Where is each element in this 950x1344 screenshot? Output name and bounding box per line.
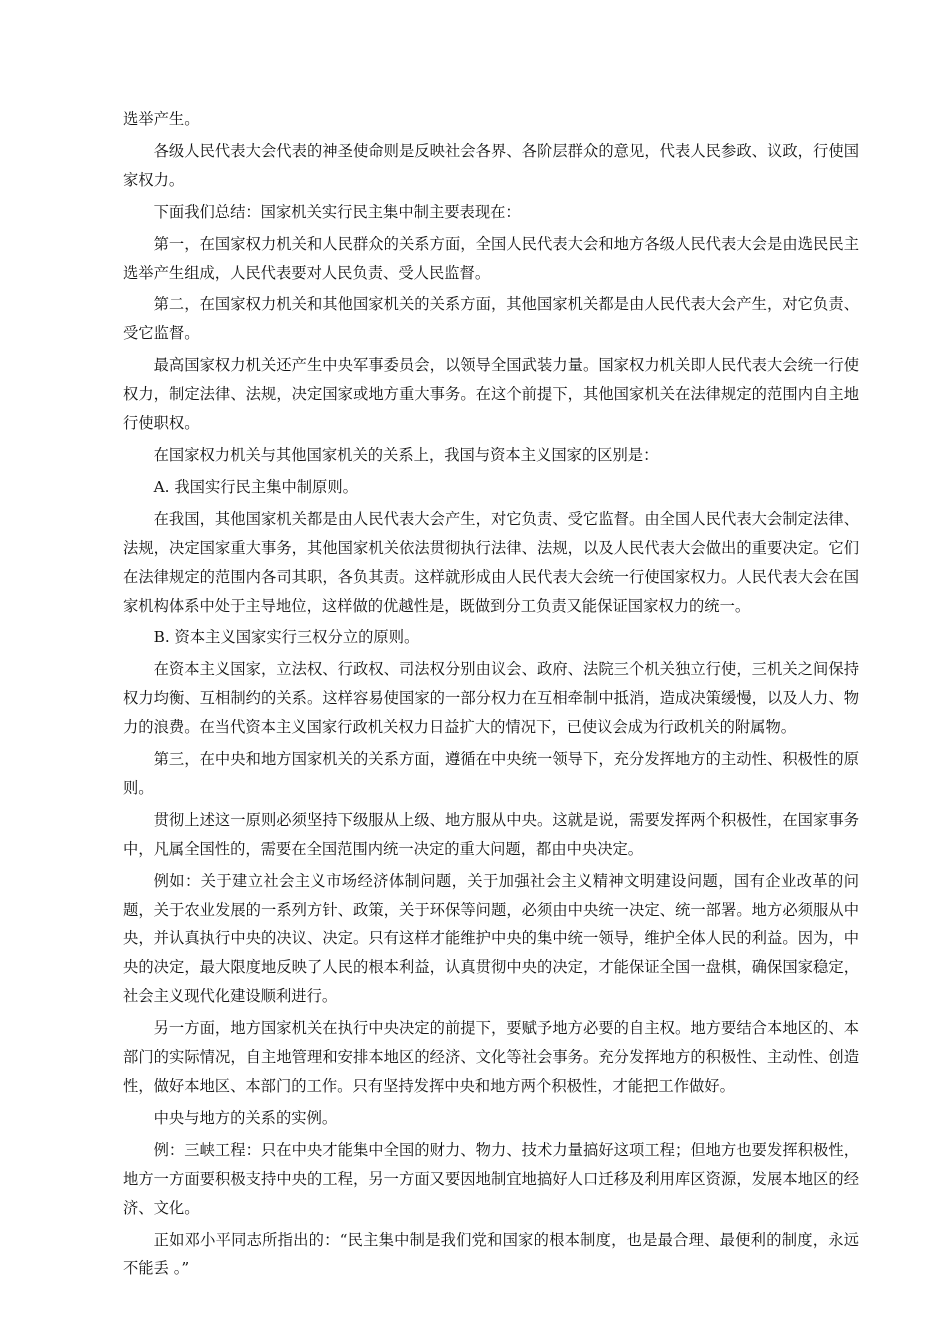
paragraph: 另一方面，地方国家机关在执行中央决定的前提下，要赋予地方必要的自主权。地方要结合本地区的、本部门的实际情况，自主地管理和安排本地区的经济、文化等社会事务。充分发挥地方的积极性、主动性、创造性，做好本地区、本部门的工作。只有坚持发挥中央和地方两个积极性，才能把工作做好。 [123,1019,859,1095]
paragraph: 正如邓小平同志所指出的：“民主集中制是我们党和国家的根本制度，也是最合理、最便利的制度，永远不能丢 。” [123,1230,859,1278]
document-page [123,105,859,1286]
paragraph: 中央与地方的关系的实例。 [153,1108,338,1127]
paragraph: 例：三峡工程：只在中央才能集中全国的财力、物力、技术力量搞好这项工程；但地方也要发挥积极性，地方一方面要积极支持中央的工程，另一方面又要因地制宜地搞好人口迁移及利用库区资源，发展本地区的经济、文化。 [123,1140,859,1217]
paragraph: 下面我们总结：国家机关实行民主集中制主要表现在： [153,202,521,221]
paragraph: 第三，在中央和地方国家机关的关系方面，遵循在中央统一领导下，充分发挥地方的主动性、积极性的原则。 [123,750,859,797]
paragraph: 选举产生。 [123,110,200,128]
paragraph: 最高国家权力机关还产生中央军事委员会，以领导全国武装力量。国家权力机关即人民代表大会统一行使权力，制定法律、法规，决定国家或地方重大事务。在这个前提下，其他国家机关在法律规定的范围内自主地行使职权。 [123,356,859,433]
paragraph: 在资本主义国家，立法权、行政权、司法权分别由议会、政府、法院三个机关独立行使，三机关之间保持权力均衡、互相制约的关系。这样容易使国家的一部分权力在互相牵制中抵消，造成决策缓慢，以及人力、物力的浪费。在当代资本主义国家行政机关权力日益扩大的情况下，已使议会成为行政机关的附属物。 [123,660,859,737]
paragraph: 在国家权力机关与其他国家机关的关系上，我国与资本主义国家的区别是： [153,445,659,464]
paragraph: 贯彻上述这一原则必须坚持下级服从上级、地方服从中央。这就是说，需要发挥两个积极性，在国家事务中，凡属全国性的，需要在全国范围内统一决定的重大问题，都由中央决定。 [123,810,859,858]
paragraph: 各级人民代表大会代表的神圣使命则是反映社会各界、各阶层群众的意见，代表人民参政、议政，行使国家权力。 [123,141,859,189]
list-item-b: B. 资本主义国家实行三权分立的原则。 [153,628,420,647]
paragraph: 第二，在国家权力机关和其他国家机关的关系方面，其他国家机关都是由人民代表大会产生，对它负责、受它监督。 [123,295,859,343]
paragraph: 在我国，其他国家机关都是由人民代表大会产生，对它负责、受它监督。由全国人民代表大会制定法律、法规，决定国家重大事务，其他国家机关依法贯彻执行法律、法规，以及人民代表大会做出的重要决定。它们在法律规定的范围内各司其职，各负其责。这样就形成由人民代表大会统一行使国家权力。人民代表大会在国家机构体系中处于主导地位，这样做的优越性是，既做到分工负责又能保证国家权力的统一。 [123,509,859,615]
paragraph: 例如：关于建立社会主义市场经济体制问题，关于加强社会主义精神文明建设问题，国有企业改革的问题，关于农业发展的一系列方针、政策，关于环保等问题，必须由中央统一决定、统一部署。地方必须服从中央，并认真执行中央的决议、决定。只有这样才能维护中央的集中统一领导，维护全体人民的利益。因为，中央的决定，最大限度地反映了人民的根本利益，认真贯彻中央的决定，才能保证全国一盘棋，确保国家稳定，社会主义现代化建设顺利进行。 [123,871,859,1006]
paragraph: 第一，在国家权力机关和人民群众的关系方面，全国人民代表大会和地方各级人民代表大会是由选民民主选举产生组成，人民代表要对人民负责、受人民监督。 [123,234,859,282]
list-item-a: A. 我国实行民主集中制原则。 [153,477,358,496]
